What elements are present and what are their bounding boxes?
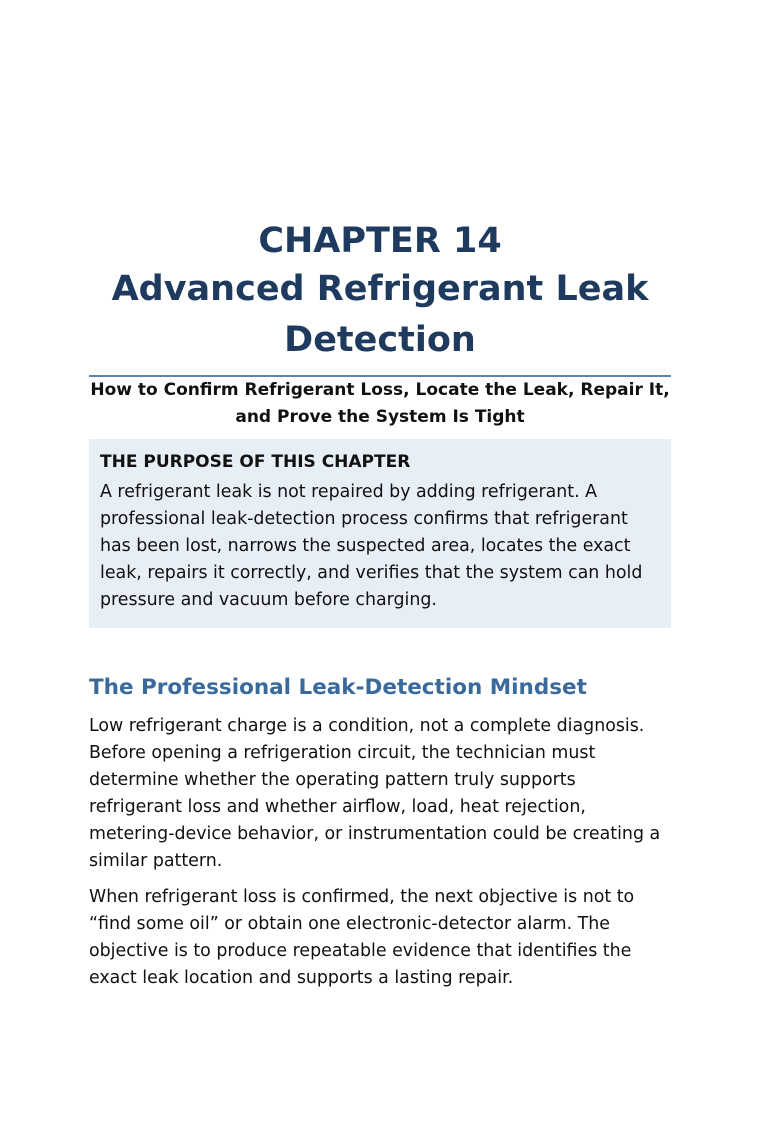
chapter-title: Advanced Refrigerant Leak Detection bbox=[111, 269, 649, 360]
body-paragraph-2: When refrigerant loss is confirmed, the next objective is not to “find some oil” or obtain one electronic-detector alarm. The objective is to produce repeatable evidence that identifies the exact leak location and supports a lasting repair. bbox=[89, 887, 635, 988]
purpose-callout-box bbox=[89, 439, 671, 628]
chapter-label: CHAPTER 14 bbox=[258, 221, 502, 261]
chapter-header bbox=[89, 218, 671, 366]
chapter-subtitle: How to Confirm Refrigerant Loss, Locate the Leak, Repair It, and Prove the System Is Tight bbox=[90, 380, 670, 427]
purpose-heading: THE PURPOSE OF THIS CHAPTER bbox=[100, 452, 411, 472]
body-paragraph-1: Low refrigerant charge is a condition, not a complete diagnosis. Before opening a refrigeration circuit, the technician must determine whether the operating pattern truly supports refrigerant loss and whether airflow, load, heat rejection, metering-device behavior, or instrumentation could be creating a similar pattern. bbox=[89, 716, 661, 871]
purpose-text: A refrigerant leak is not repaired by adding refrigerant. A professional leak-detection process confirms that refrigerant has been lost, narrows the suspected area, locates the exact leak, repairs it correctly, and verifies that the system can hold pressure and vacuum before charging. bbox=[100, 482, 643, 610]
section-heading: The Professional Leak-Detection Mindset bbox=[89, 675, 587, 700]
